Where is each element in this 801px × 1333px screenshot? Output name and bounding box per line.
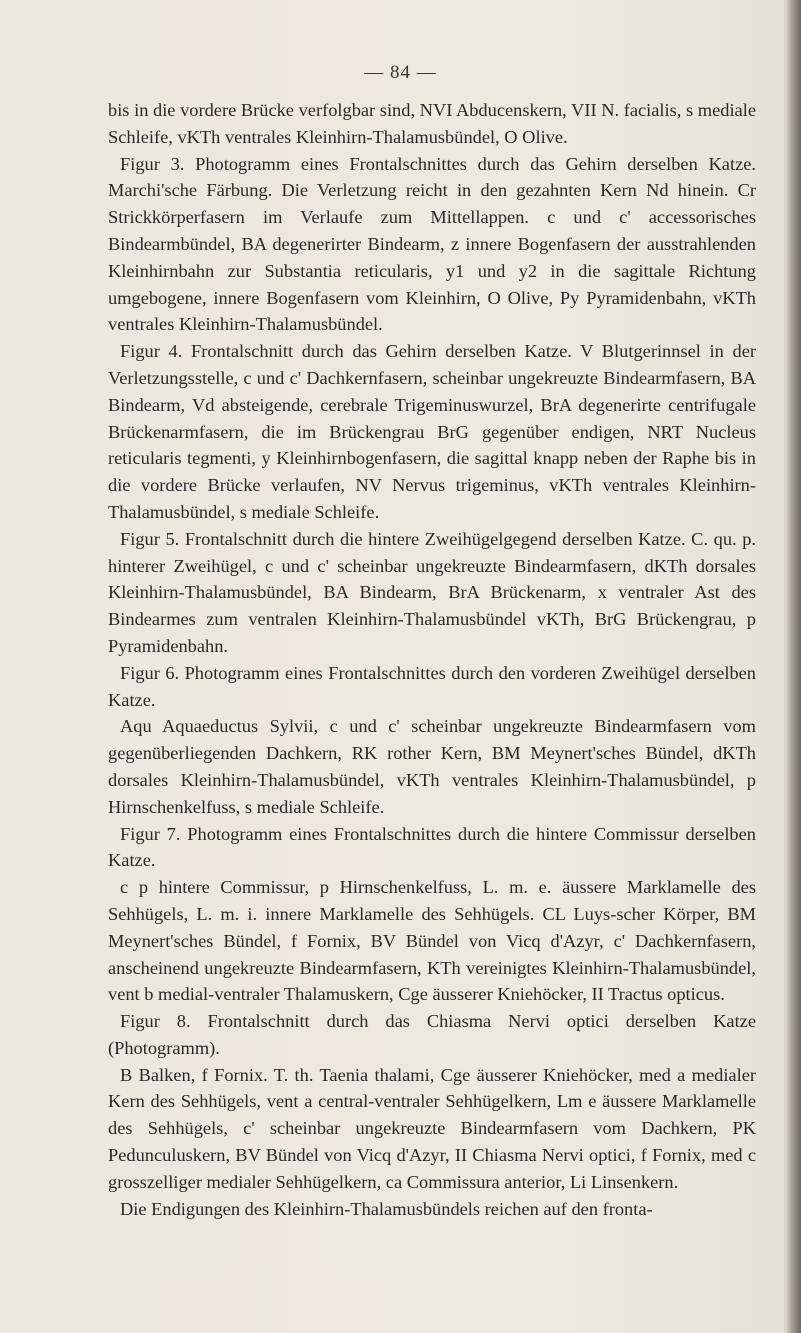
body-text [108,97,756,1222]
paragraph-figur-6-legend: Aqu Aquaeductus Sylvii, c und c' scheinbar ungekreuzte Bindearmfasern vom gegenüberliegenden Dachkern, RK rother Kern, BM Meynert'sches Bündel, dKTh dorsales Kleinhirn-Thalamusbündel, vKTh ventrales Kleinhirn-Thalamusbündel, p Hirnschenkelfuss, s mediale Schleife. [108,716,756,817]
page-number: — 84 — [364,62,437,83]
paragraph-figur-5: Figur 5. Frontalschnitt durch die hintere Zweihügelgegend derselben Katze. C. qu. p. hinterer Zweihügel, c und c' scheinbar ungekreuzte Bindearmfasern, dKTh dorsales Kleinhirn-Thalamusbündel, BA Bindearm, BrA Brückenarm, x ventraler Ast des Bindearmes zum ventralen Kleinhirn-Thalamusbündel vKTh, BrG Brückengrau, p Pyramidenbahn. [108,528,756,656]
paragraph-closing: Die Endigungen des Kleinhirn-Thalamusbündels reichen auf den fronta- [120,1198,653,1219]
paragraph-figur-7-legend: c p hintere Commissur, p Hirnschenkelfuss, L. m. e. äussere Marklamelle des Sehhügels, L. m. i. innere Marklamelle des Sehhügels. CL Luys-scher Körper, BM Meynert'sches Bündel, f Fornix, BV Bündel von Vicq d'Azyr, c' Dachkernfasern, anscheinend ungekreuzte Bindearmfasern, KTh vereinigtes Kleinhirn-Thalamusbündel, vent b medial-ventraler Thalamuskern, Cge äusserer Kniehöcker, II Tractus opticus. [108,877,756,1005]
paragraph-figur-8-legend: B Balken, f Fornix. T. th. Taenia thalami, Cge äusserer Kniehöcker, med a medialer Kern des Sehhügels, vent a central-ventraler Sehhügelkern, Lm e äussere Marklamelle des Sehhügels, c' scheinbar ungekreuzte Bindearmfasern vom Dachkern, PK Pedunculuskern, BV Bündel von Vicq d'Azyr, II Chiasma Nervi optici, f Fornix, med c grosszelliger medialer Sehhügelkern, ca Commissura anterior, Li Linsenkern. [108,1064,756,1192]
paragraph-figur-7: Figur 7. Photogramm eines Frontalschnittes durch die hintere Commissur derselben Katze. [108,823,756,871]
paragraph-figur-4: Figur 4. Frontalschnitt durch das Gehirn derselben Katze. V Blutgerinnsel in der Verletzungsstelle, c und c' Dachkernfasern, scheinbar ungekreuzte Bindearmfasern, BA Bindearm, Vd absteigende, cerebrale Trigeminuswurzel, BrA degenerirte centrifugale Brückenarmfasern, die im Brückengrau BrG gegenüber endigen, NRT Nucleus reticularis tegmenti, y Kleinhirnbogenfasern, die sagittal knapp neben der Raphe bis in die vordere Brücke verlaufen, NV Nervus trigeminus, vKTh ventrales Kleinhirn-Thalamusbündel, s mediale Schleife. [108,341,756,522]
page-edge [787,0,801,1333]
paragraph-figur-3: Figur 3. Photogramm eines Frontalschnittes durch das Gehirn derselben Katze. Marchi'sche Färbung. Die Verletzung reicht in den gezahnten Kern Nd hinein. Cr Strickkörperfasern im Verlaufe zum Mittellappen. c und c' accessorisches Bindearmbündel, BA degenerirter Bindearm, z innere Bogenfasern der ausstrahlenden Kleinhirnbahn zur Substantia reticularis, y1 und y2 in die sagittale Richtung umgebogene, innere Bogenfasern vom Kleinhirn, O Olive, Py Pyramidenbahn, vKTh ventrales Kleinhirn-Thalamusbündel. [108,153,756,335]
paragraph-figur-6: Figur 6. Photogramm eines Frontalschnittes durch den vorderen Zweihügel derselben Katze. [108,662,756,710]
paragraph-continuation: bis in die vordere Brücke verfolgbar sind, NVI Abducenskern, VII N. facialis, s mediale Schleife, vKTh ventrales Kleinhirn-Thalamusbündel, O Olive. [108,100,756,147]
paragraph-figur-8: Figur 8. Frontalschnitt durch das Chiasma Nervi optici derselben Katze (Photogramm). [108,1011,756,1058]
